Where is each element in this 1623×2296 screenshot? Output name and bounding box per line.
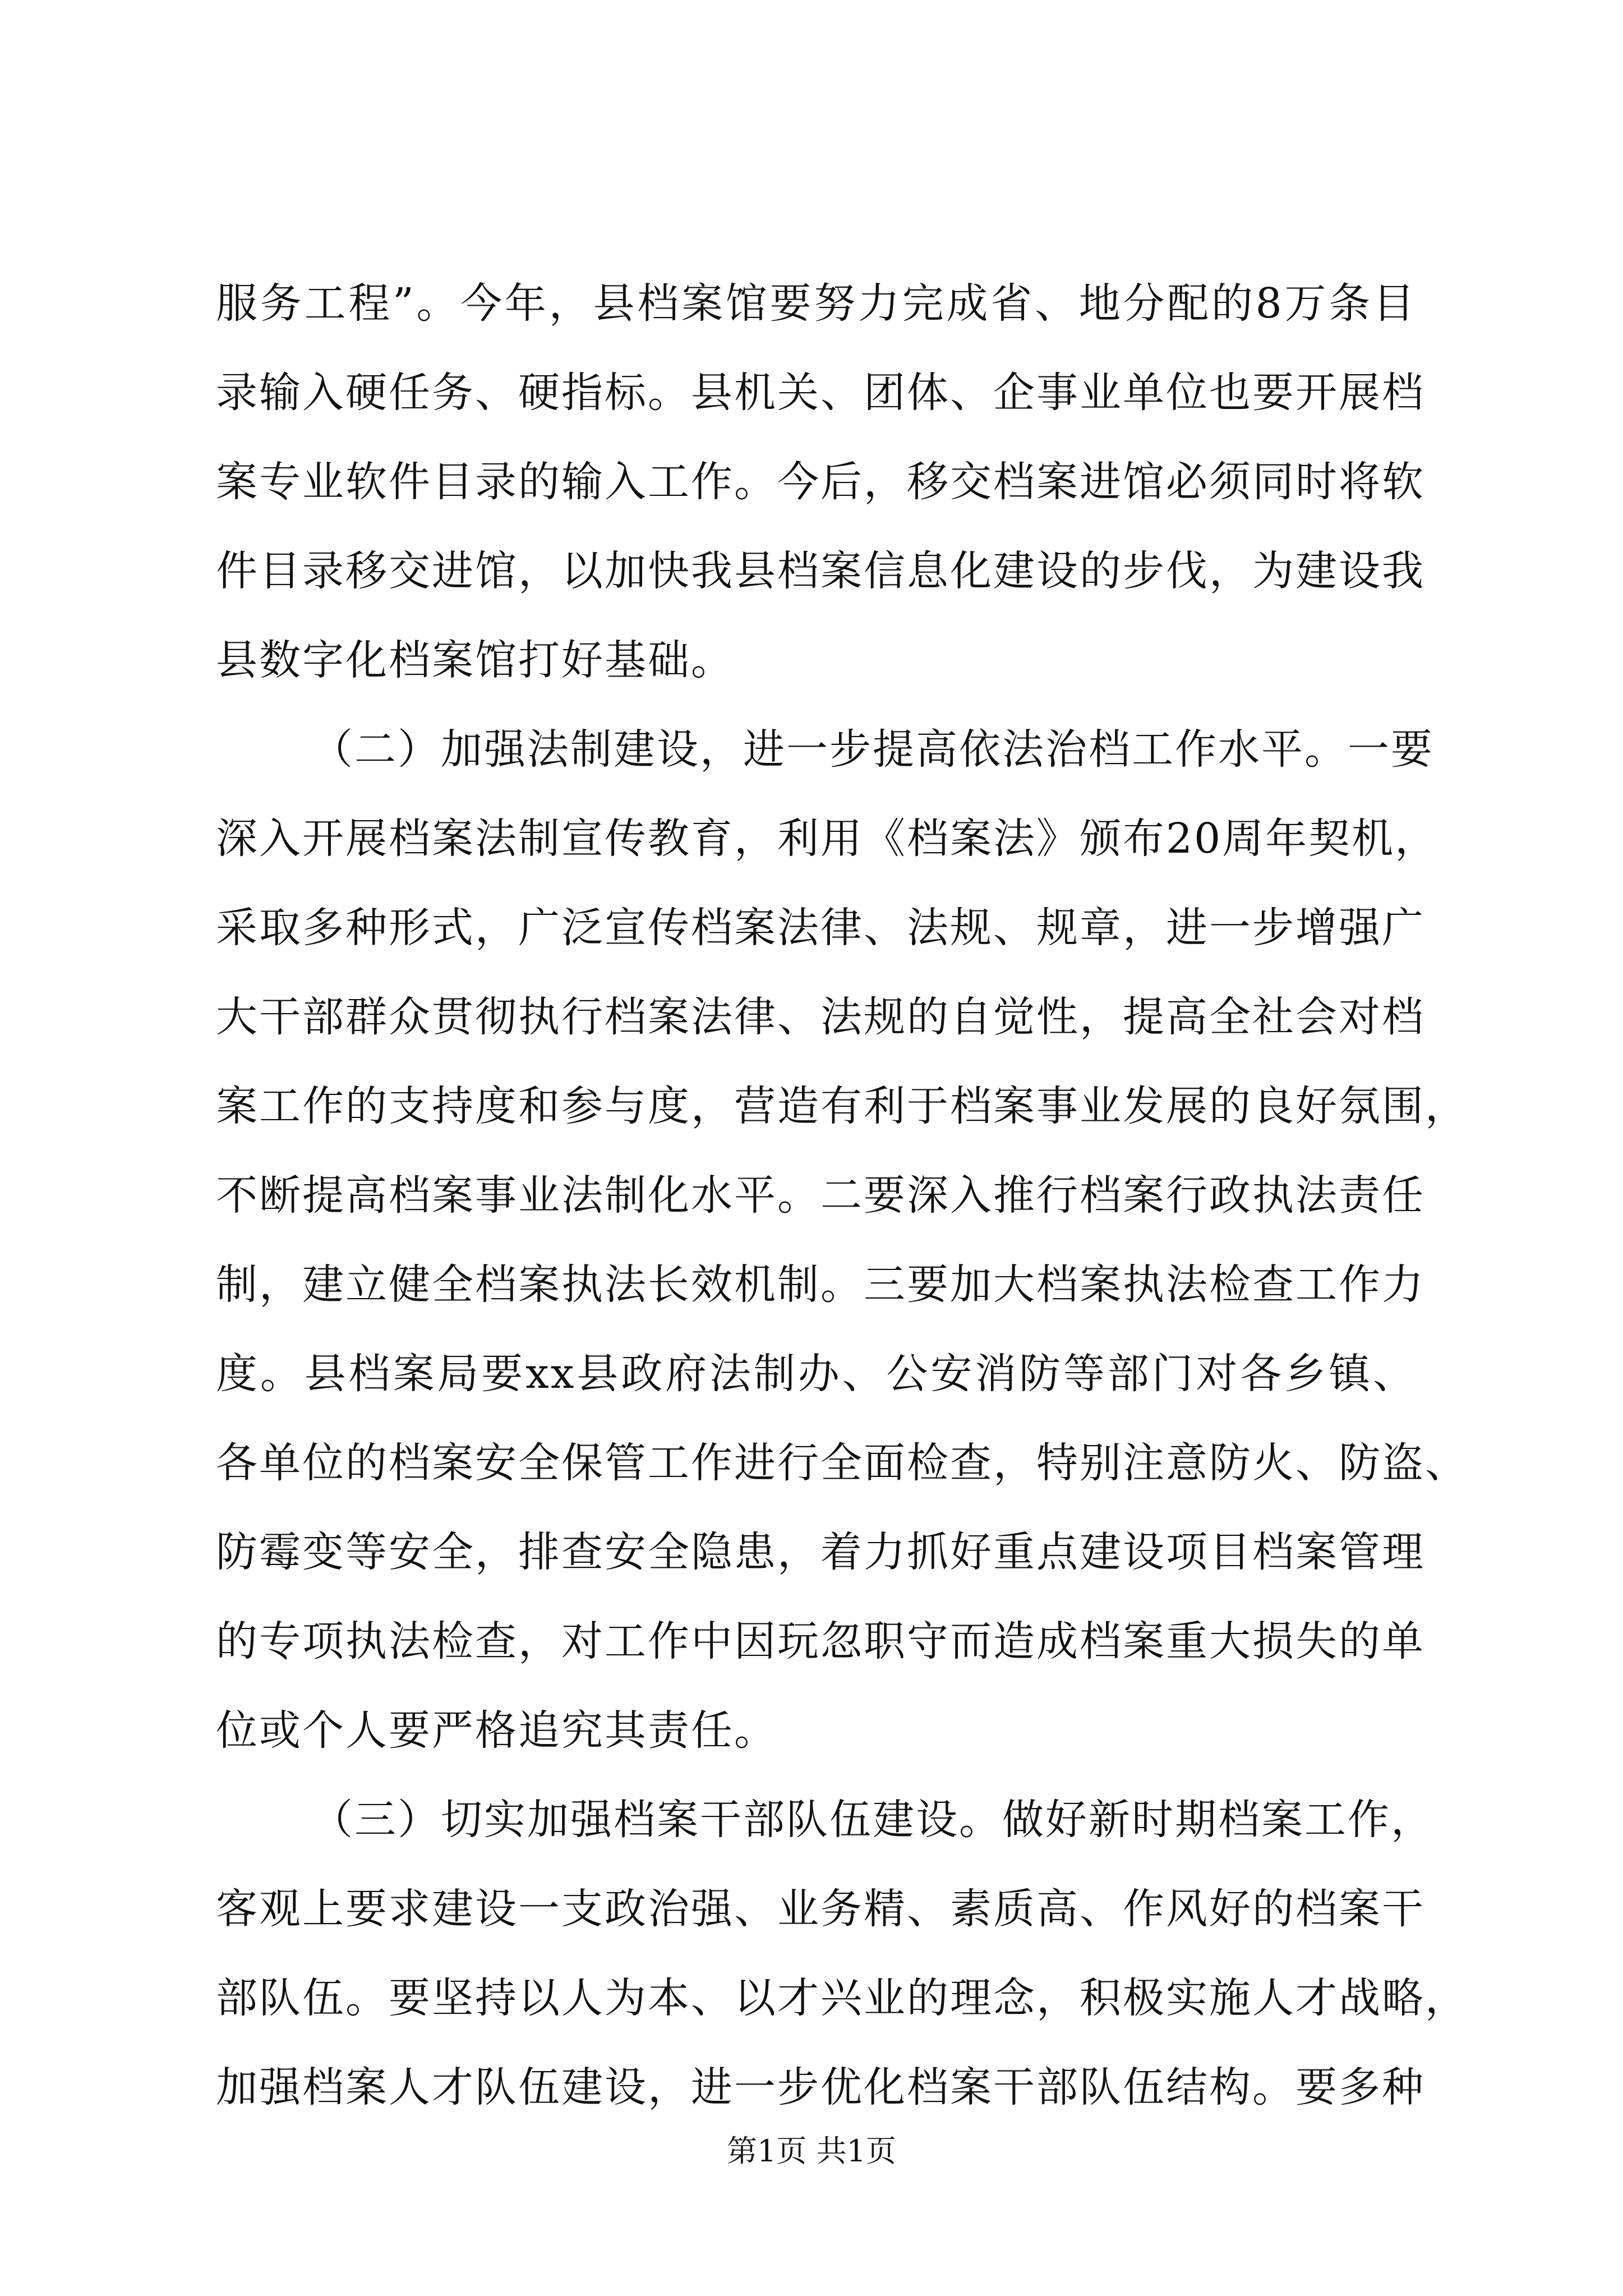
text-line: 度。县档案局要xx县政府法制办、公安消防等部门对各乡镇、 (216, 1350, 1416, 1398)
text-line: 县数字化档案馆打好基础。 (216, 636, 734, 684)
text-line: 各单位的档案安全保管工作进行全面检查，特别注意防火、防盗、 (216, 1439, 1468, 1487)
text-line: 案工作的支持度和参与度，营造有利于档案事业发展的良好氛围， (216, 1082, 1468, 1130)
text-line: 服务工程”。今年，县档案馆要努力完成省、地分配的8万条目 (216, 279, 1416, 328)
text-line: 加强档案人才队伍建设，进一步优化档案干部队伍结构。要多种 (216, 2063, 1425, 2111)
text-line: 防霉变等安全，排查安全隐患，着力抓好重点建设项目档案管理 (216, 1528, 1425, 1576)
text-line: 深入开展档案法制宣传教育，利用《档案法》颁布20周年契机， (216, 815, 1438, 863)
text-line: 件目录移交进馆，以加快我县档案信息化建设的步伐，为建设我 (216, 547, 1425, 595)
text-line: 的专项执法检查，对工作中因玩忽职守而造成档案重大损失的单 (216, 1617, 1425, 1665)
text-line: 部队伍。要坚持以人为本、以才兴业的理念，积极实施人才战略， (216, 1974, 1468, 2022)
text-line: 位或个人要严格追究其责任。 (216, 1706, 777, 1755)
text-line: 采取多种形式，广泛宣传档案法律、法规、规章，进一步增强广 (216, 904, 1425, 952)
text-line: 制，建立健全档案执法长效机制。三要加大档案执法检查工作力 (216, 1260, 1425, 1309)
paragraph-heading-line: （二）加强法制建设，进一步提高依法治档工作水平。一要 (311, 725, 1434, 774)
paragraph-heading-line: （三）切实加强档案干部队伍建设。做好新时期档案工作， (311, 1796, 1434, 1844)
text-line: 客观上要求建设一支政治强、业务精、素质高、作风好的档案干 (216, 1885, 1425, 1933)
document-body (216, 259, 1468, 2132)
text-line: 案专业软件目录的输入工作。今后，移交档案进馆必须同时将软 (216, 458, 1425, 506)
text-line: 录输入硬任务、硬指标。县机关、团体、企事业单位也要开展档 (216, 369, 1425, 417)
text-line: 不断提高档案事业法制化水平。二要深入推行档案行政执法责任 (216, 1171, 1425, 1220)
text-line: 大干部群众贯彻执行档案法律、法规的自觉性，提高全社会对档 (216, 993, 1425, 1041)
page-footer: 第1页 共1页 (727, 2133, 896, 2169)
